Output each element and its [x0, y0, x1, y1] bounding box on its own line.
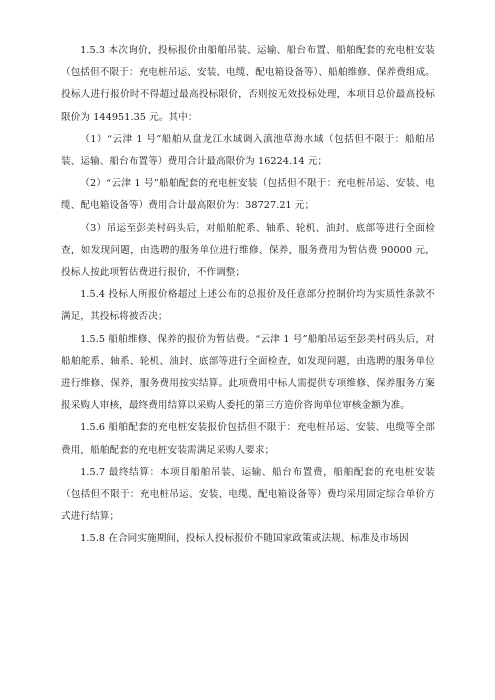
paragraph-1-5-6: 1.5.6 船舶配套的充电桩安装报价包括但不限于：充电桩吊运、安装、电缆等全部费用，船舶配套的充电桩安装需满足采购人要求； — [61, 422, 435, 456]
paragraph-1-5-3-item-2: （2）“云津 1 号”船舶配套的充电桩安装（包括但不限于：充电桩吊运、安装、电缆、配电箱设备等）费用合计最高限价为：38727.21 元； — [61, 178, 435, 212]
paragraph-1-5-8: 1.5.8 在合同实施期间，投标人投标报价不随国家政策或法规、标准及市场因 — [80, 533, 409, 545]
paragraph-1-5-4: 1.5.4 投标人所报价格超过上述公布的总报价及任意部分控制价均为实质性条款不满足，其投标将被否决； — [61, 289, 435, 323]
paragraph-1-5-3: 1.5.3 本次询价，投标报价由船舶吊装、运输、船台布置、船舶配套的充电桩安装（包括但不限于：充电桩吊运、安装、电缆、配电箱设备等）、船舶维修、保养费组成。投标人进行报价时不得超过最高投标限价，否则按无效投标处理，本项目总价最高投标限价为 144951.35 元。其中： — [61, 45, 435, 123]
paragraph-1-5-7: 1.5.7 最终结算：本项目船舶吊装、运输、船台布置费，船舶配套的充电桩安装（包括但不限于：充电桩吊运、安装、电缆、配电箱设备等）费均采用固定综合单价方式进行结算； — [61, 466, 435, 523]
paragraph-1-5-5: 1.5.5 船舶维修、保养的报价为暂估费。“云津 1 号”船舶吊运至彭美村码头后，对船舶舵系、轴系、轮机、油封、底部等进行全面检查，如发现问题，由选聘的服务单位进行维修、保养，服务费用按实结算。此项费用中标人需提供专项维修、保养服务方案报采购人审核，最终费用结算以采购人委托的第三方造价咨询单位审核金额为准。 — [61, 333, 435, 412]
paragraph-1-5-3-item-3: （3）吊运至彭美村码头后，对船舶舵系、轴系、轮机、油封、底部等进行全面检查，如发现问题，由选聘的服务单位进行维修、保养，服务费用为暂估费 90000 元，投标人按此项暂估费进行报价，不作调整； — [61, 222, 435, 279]
paragraph-1-5-3-item-1: （1）“云津 1 号”船舶从盘龙江水域调入滇池草海水域（包括但不限于：船舶吊装、运输、船台布置等）费用合计最高限价为 16224.14 元； — [61, 133, 435, 168]
